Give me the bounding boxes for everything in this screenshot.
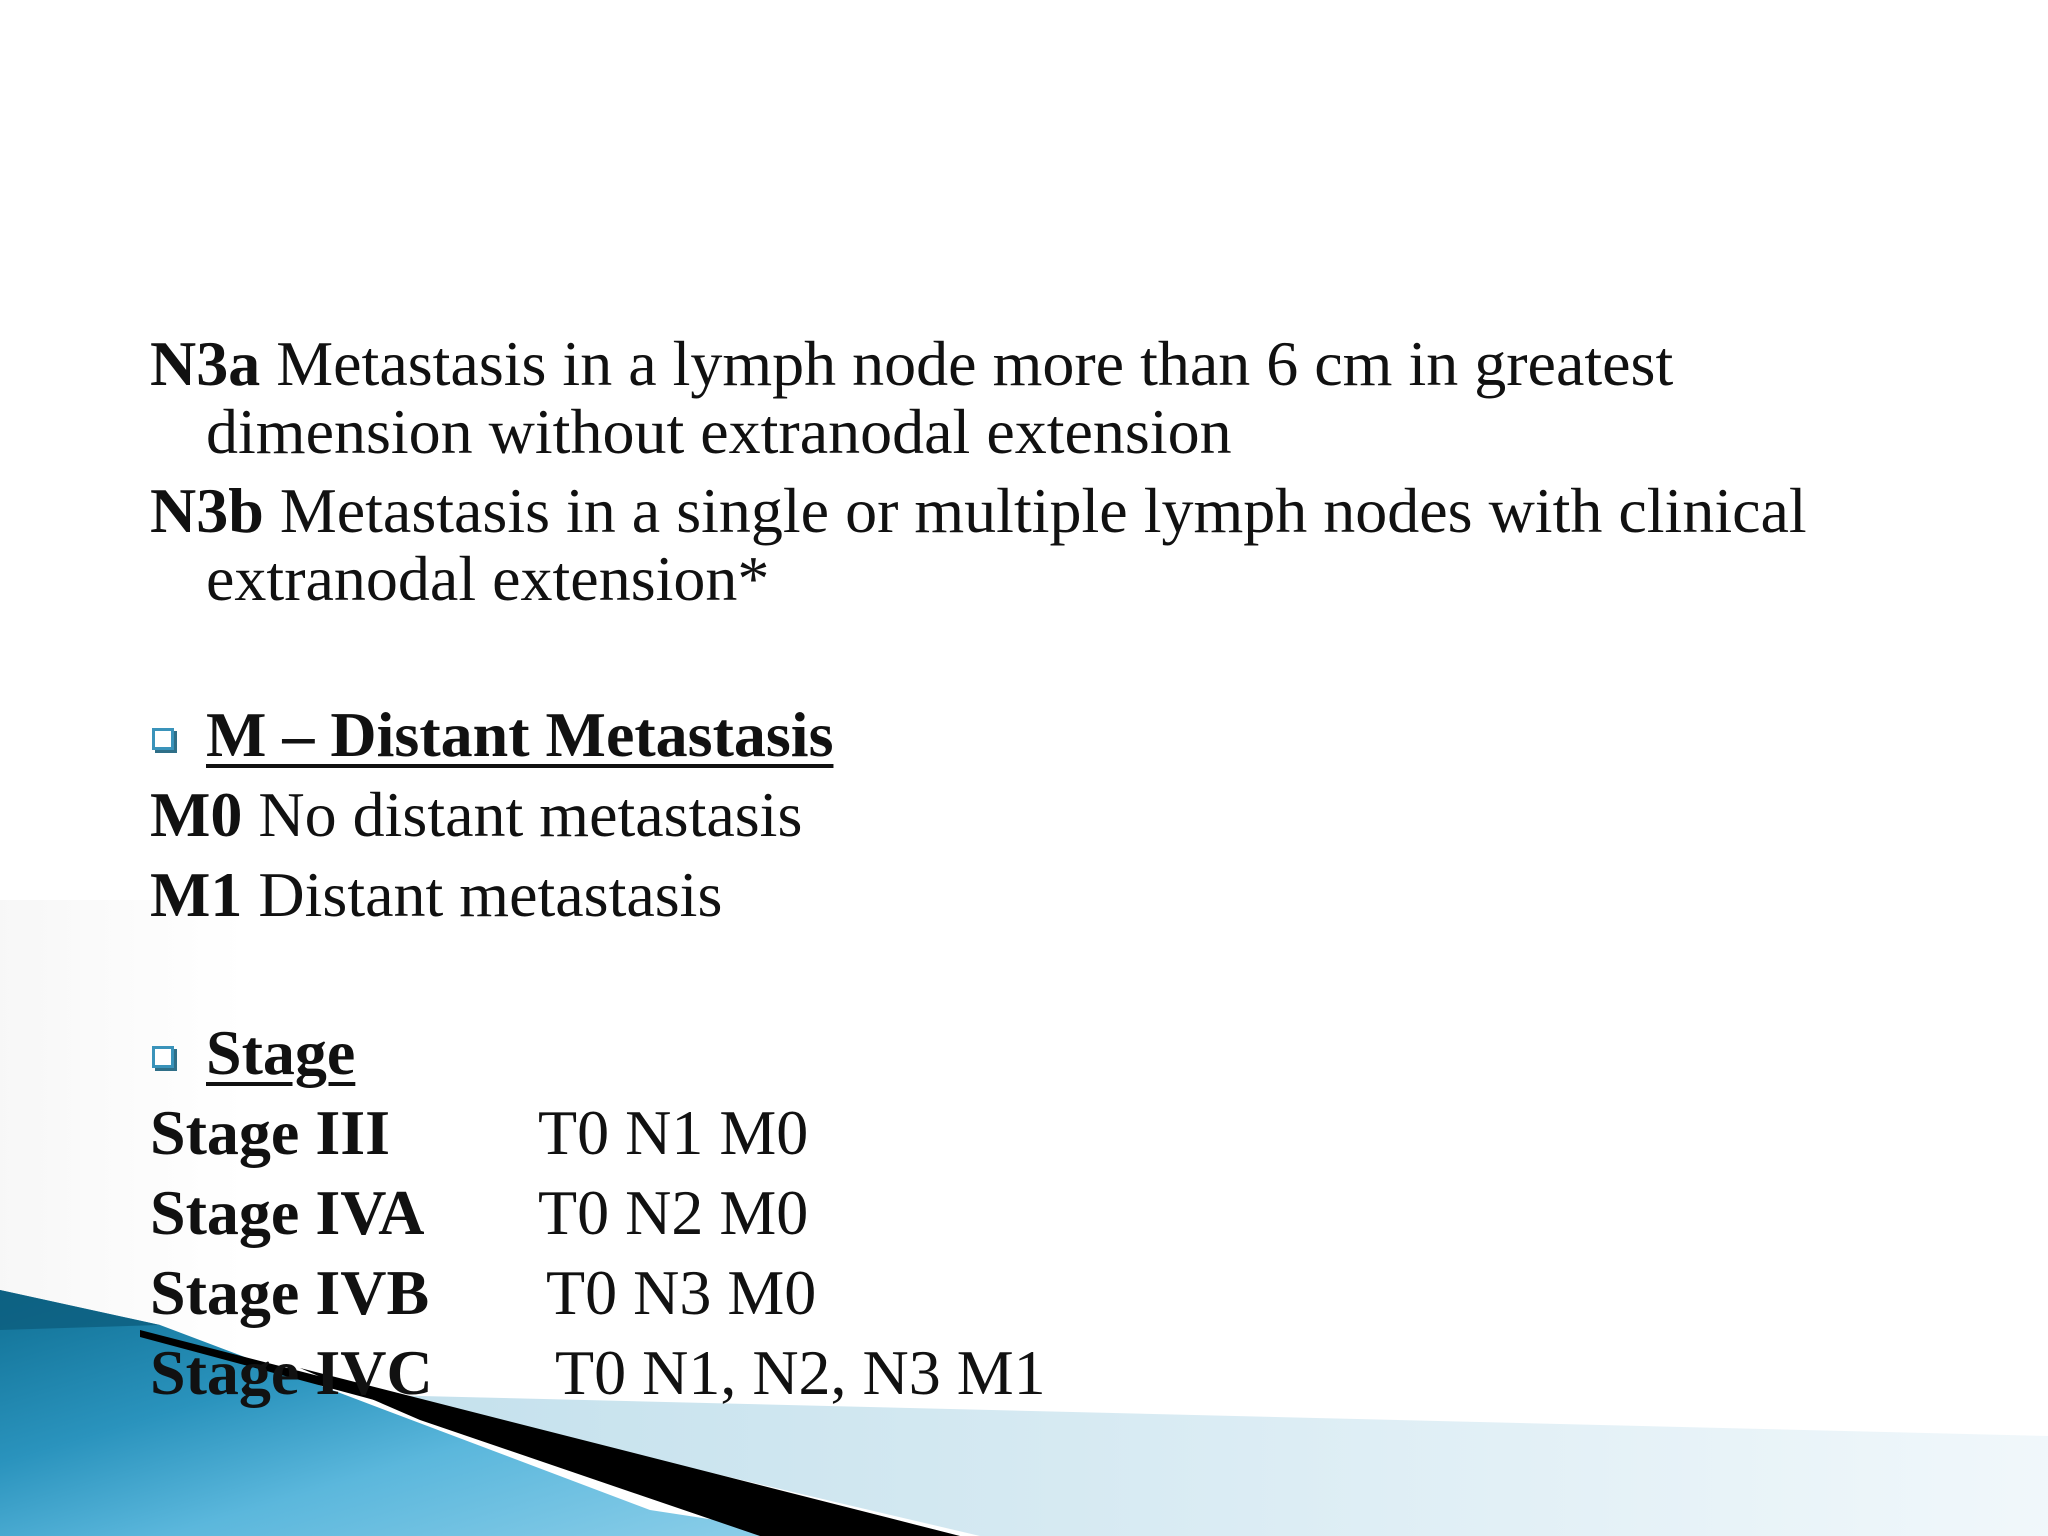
stage-name: Stage IVB: [150, 1257, 430, 1328]
n3b-code: N3b: [150, 475, 264, 546]
slide-content: [150, 330, 1950, 1413]
checkbox-bullet-icon: [152, 728, 174, 750]
n3a-code: N3a: [150, 328, 261, 399]
m-section-title: M – Distant Metastasis: [206, 699, 834, 770]
stage-name: Stage IVA: [150, 1177, 425, 1248]
m0-code: M0: [150, 779, 243, 850]
stage-tnm: T0 N1, N2, N3 M1: [555, 1337, 1046, 1408]
stage-row: [150, 1333, 1950, 1413]
stage-name: Stage IVC: [150, 1337, 433, 1408]
m0-description: No distant metastasis: [242, 779, 803, 850]
stage-row: [150, 1093, 1950, 1173]
stage-section-title: Stage: [206, 1017, 356, 1088]
stage-section-heading: [150, 1013, 1950, 1093]
m1-line: [150, 855, 1950, 935]
n3b-description: Metastasis in a single or multiple lymph nodes with clinical extranodal extension*: [206, 475, 1807, 614]
n3b-entry: [150, 477, 1950, 613]
m1-description: Distant metastasis: [242, 859, 723, 930]
stage-name: Stage III: [150, 1097, 391, 1168]
m-section-heading: [150, 695, 1950, 775]
n3a-description: Metastasis in a lymph node more than 6 cm in greatest dimension without extranodal extension: [206, 328, 1674, 467]
stage-tnm: T0 N1 M0: [538, 1097, 809, 1168]
stage-row: [150, 1173, 1950, 1253]
m1-code: M1: [150, 859, 243, 930]
checkbox-bullet-icon: [152, 1046, 174, 1068]
m0-line: [150, 775, 1950, 855]
stage-tnm: T0 N3 M0: [546, 1257, 817, 1328]
stage-tnm: T0 N2 M0: [538, 1177, 809, 1248]
n3a-entry: [150, 330, 1950, 466]
stage-row: [150, 1253, 1950, 1333]
